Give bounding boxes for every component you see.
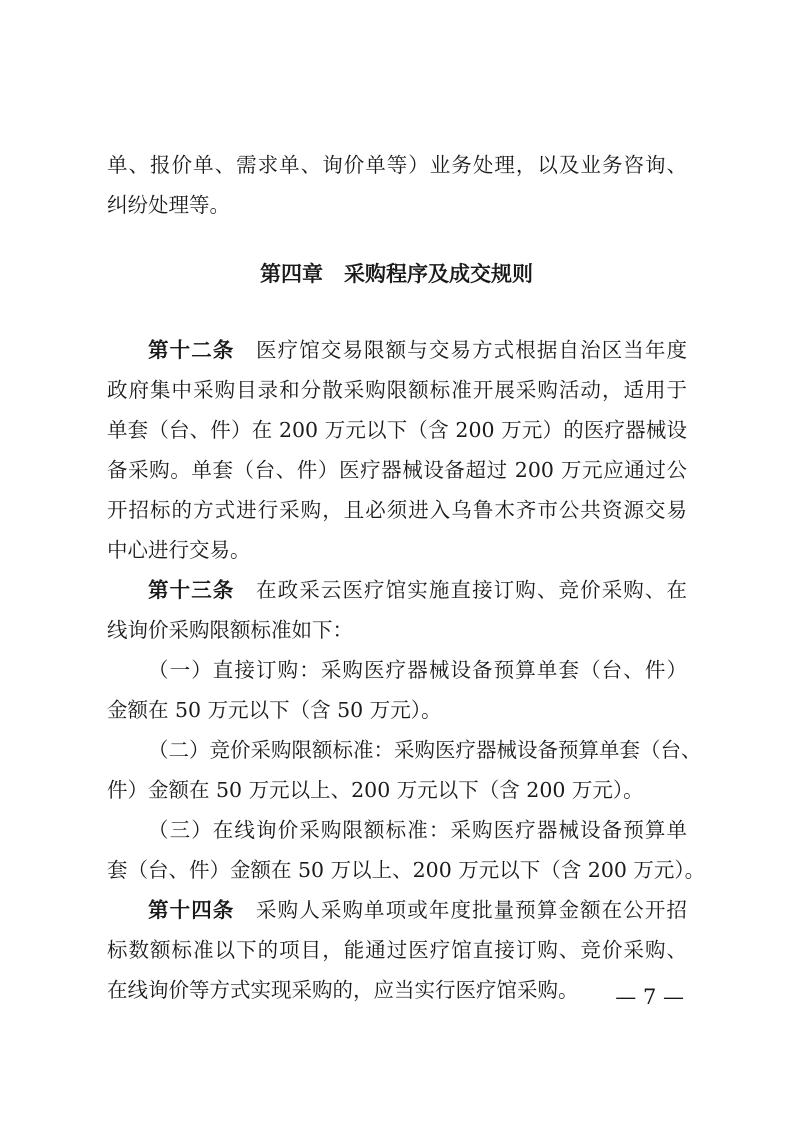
- page-number: — 7 —: [615, 985, 684, 1009]
- article-number: 第十四条: [148, 898, 235, 922]
- paragraph-line: 医疗馆交易限额与交易方式根据自治区当年度: [234, 338, 688, 362]
- paragraph-line: （二）竞价采购限额标准：采购医疗器械设备预算单套（台、: [148, 738, 702, 762]
- paragraph-line: 单、报价单、需求单、询价单等）业务处理，以及业务咨询、: [107, 153, 687, 177]
- paragraph-line: （一）直接订购：采购医疗器械设备预算单套（台、件）: [148, 658, 687, 682]
- paragraph-line: 标数额标准以下的项目，能通过医疗馆直接订购、竞价采购、: [107, 938, 687, 962]
- paragraph-line: 采购人采购单项或年度批量预算金额在公开招: [234, 898, 688, 922]
- paragraph-line: 套（台、件）金额在 50 万以上、200 万元以下（含 200 万元）。: [107, 858, 706, 882]
- article-number: 第十二条: [148, 338, 235, 362]
- chapter-heading: 第四章 采购程序及成交规则: [260, 262, 533, 286]
- paragraph-line: 备采购。单套（台、件）医疗器械设备超过 200 万元应通过公: [107, 458, 687, 482]
- article-12-first-line: [148, 338, 687, 362]
- paragraph-line: 纠纷处理等。: [107, 193, 230, 217]
- paragraph-line: （三）在线询价采购限额标准：采购医疗器械设备预算单: [148, 818, 687, 842]
- article-number: 第十三条: [148, 578, 235, 602]
- paragraph-line: 开招标的方式进行采购，且必须进入乌鲁木齐市公共资源交易: [107, 498, 687, 522]
- paragraph-line: 在政采云医疗馆实施直接订购、竞价采购、在: [234, 578, 688, 602]
- paragraph-line: 件）金额在 50 万元以上、200 万元以下（含 200 万元）。: [107, 778, 644, 802]
- paragraph-line: 金额在 50 万元以下（含 50 万元）。: [107, 698, 442, 722]
- paragraph-line: 政府集中采购目录和分散采购限额标准开展采购活动，适用于: [107, 378, 687, 402]
- article-14-first-line: [148, 898, 687, 922]
- paragraph-line: 在线询价等方式实现采购的，应当实行医疗馆采购。: [107, 978, 579, 1002]
- paragraph-line: 线询价采购限额标准如下：: [107, 618, 353, 642]
- paragraph-line: 中心进行交易。: [107, 538, 251, 562]
- article-13-first-line: [148, 578, 687, 602]
- paragraph-line: 单套（台、件）在 200 万元以下（含 200 万元）的医疗器械设: [107, 418, 687, 442]
